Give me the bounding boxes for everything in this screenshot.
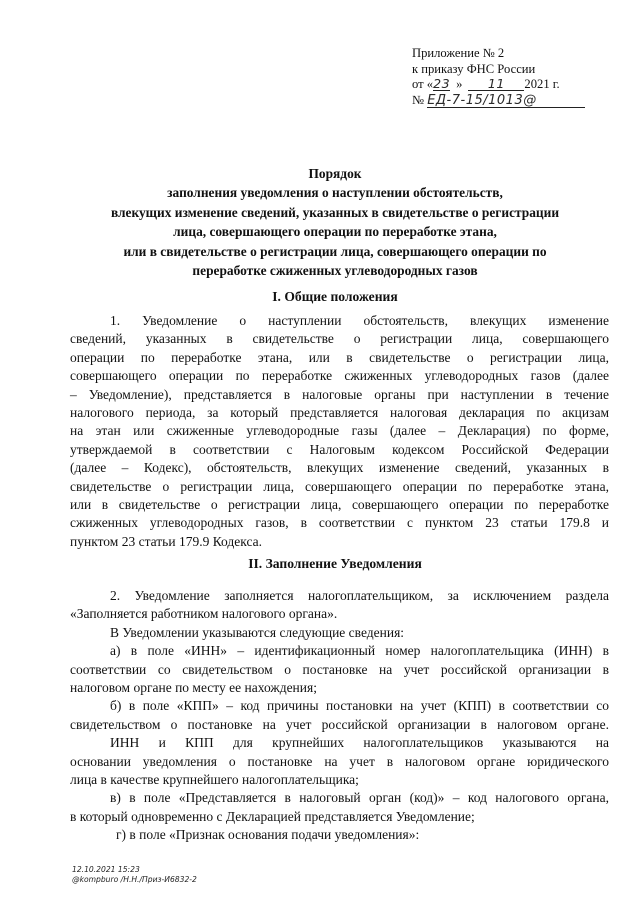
paragraph-line: соответствии со свидетельством о постановке на учет российской организации в bbox=[70, 661, 609, 677]
section-1-body bbox=[70, 312, 609, 551]
paragraph-line: пунктом 23 статьи 179.9 Кодекса. bbox=[70, 533, 262, 549]
title-line-1: Порядок bbox=[308, 166, 362, 181]
paragraph-line: или в свидетельстве о регистрации лица, совершающего операции по переработке bbox=[70, 496, 609, 512]
at-icon: @ bbox=[72, 875, 80, 884]
title-line-6: переработке сжиженных углеводородных газов bbox=[192, 263, 478, 279]
date-month: 11 bbox=[468, 77, 524, 91]
paragraph-line: (далее – Кодекс), обстоятельств, влекущих изменение сведений, указанных в bbox=[70, 460, 609, 476]
date-prefix: от « bbox=[412, 77, 434, 91]
number-value: ЕД-7-15/1013@ bbox=[427, 94, 585, 108]
date-mid: » bbox=[456, 77, 463, 91]
footer-stamp bbox=[72, 865, 197, 885]
paragraph-line: «Заполняется работником налогового органа». bbox=[70, 606, 338, 622]
paragraph-line: основании уведомления о постановке на учет в налоговом органе юридического bbox=[70, 753, 609, 769]
paragraph-line: утверждаемой в соответствии с Налоговым кодексом Российской Федерации bbox=[70, 441, 609, 457]
paragraph-line: на этан или сжиженные углеводородные газы (далее – Декларация) по форме, bbox=[70, 423, 609, 439]
appendix-block bbox=[412, 46, 612, 108]
appendix-number-line bbox=[412, 93, 612, 109]
paragraph-line: сжиженных углеводородных газов, в соответствии с пунктом 23 статьи 179.8 и bbox=[70, 515, 609, 531]
title-line-3: влекущих изменение сведений, указанных в свидетельстве о регистрации bbox=[110, 204, 560, 220]
paragraph-line: – Уведомление), представляется в налоговые органы при наступлении в течение bbox=[70, 386, 609, 402]
section-2-body bbox=[70, 587, 609, 844]
paragraph-line: сведений, указанных в свидетельстве о регистрации лица, совершающего bbox=[70, 331, 609, 347]
paragraph-line: налоговом органе по месту ее нахождения; bbox=[70, 679, 317, 695]
appendix-title: Приложение № 2 bbox=[412, 46, 505, 60]
date-year: 2021 г. bbox=[524, 77, 560, 91]
paragraph-line: операции по переработке этана, или в свидетельстве о регистрации лица, bbox=[70, 349, 609, 365]
paragraph-line: ИНН и КПП для крупнейших налогоплательщиков указываются на bbox=[110, 735, 609, 751]
paragraph-line: г) в поле «Признак основания подачи уведомления»: bbox=[116, 827, 420, 843]
number-prefix: № bbox=[412, 92, 425, 107]
title-line-5: или в свидетельстве о регистрации лица, совершающего операции по bbox=[123, 243, 547, 259]
paragraph-line: В Уведомлении указываются следующие сведения: bbox=[110, 624, 405, 640]
title-line-4: лица, совершающего операции по переработке этана, bbox=[173, 224, 497, 240]
document-title bbox=[70, 164, 600, 280]
paragraph-line: совершающего операции по переработке сжиженных углеводородных газов (далее bbox=[70, 368, 609, 384]
paragraph-line: 2. Уведомление заполняется налогоплательщиком, за исключением раздела bbox=[110, 588, 609, 603]
appendix-date-line bbox=[412, 77, 612, 93]
paragraph-line: б) в поле «КПП» – код причины постановки на учет (КПП) в соответствии со bbox=[110, 698, 609, 714]
paragraph-line: а) в поле «ИНН» – идентификационный номер налогоплательщика (ИНН) в bbox=[110, 643, 609, 659]
section-2-heading: II. Заполнение Уведомления bbox=[248, 556, 422, 571]
footer-author-text: kompburo /Н.Н./Приз-И6832-2 bbox=[79, 875, 197, 884]
appendix-order-ref: к приказу ФНС России bbox=[412, 61, 536, 76]
footer-timestamp: 12.10.2021 15:23 bbox=[72, 865, 140, 874]
date-day: 23 bbox=[433, 76, 451, 91]
paragraph-line: лица в качестве крупнейшего налогоплательщика; bbox=[70, 771, 359, 787]
paragraph-line: свидетельством о постановке на учет российской организации в налоговом органе. bbox=[70, 716, 609, 732]
footer-author bbox=[72, 875, 197, 885]
paragraph-line: в) в поле «Представляется в налоговый орган (код)» – код налогового органа, bbox=[110, 790, 609, 806]
paragraph-line: 1. Уведомление о наступлении обстоятельств, влекущих изменение bbox=[110, 313, 609, 328]
paragraph-line: свидетельстве о регистрации лица, совершающего операции по переработке этана, bbox=[70, 478, 609, 494]
paragraph-line: в который одновременно с Декларацией представляется Уведомление; bbox=[70, 808, 475, 824]
title-line-2: заполнения уведомления о наступлении обстоятельств, bbox=[167, 185, 503, 201]
section-1-heading: I. Общие положения bbox=[272, 289, 398, 304]
paragraph-line: налогового периода, за который представляется налоговая декларация по акцизам bbox=[70, 404, 609, 420]
